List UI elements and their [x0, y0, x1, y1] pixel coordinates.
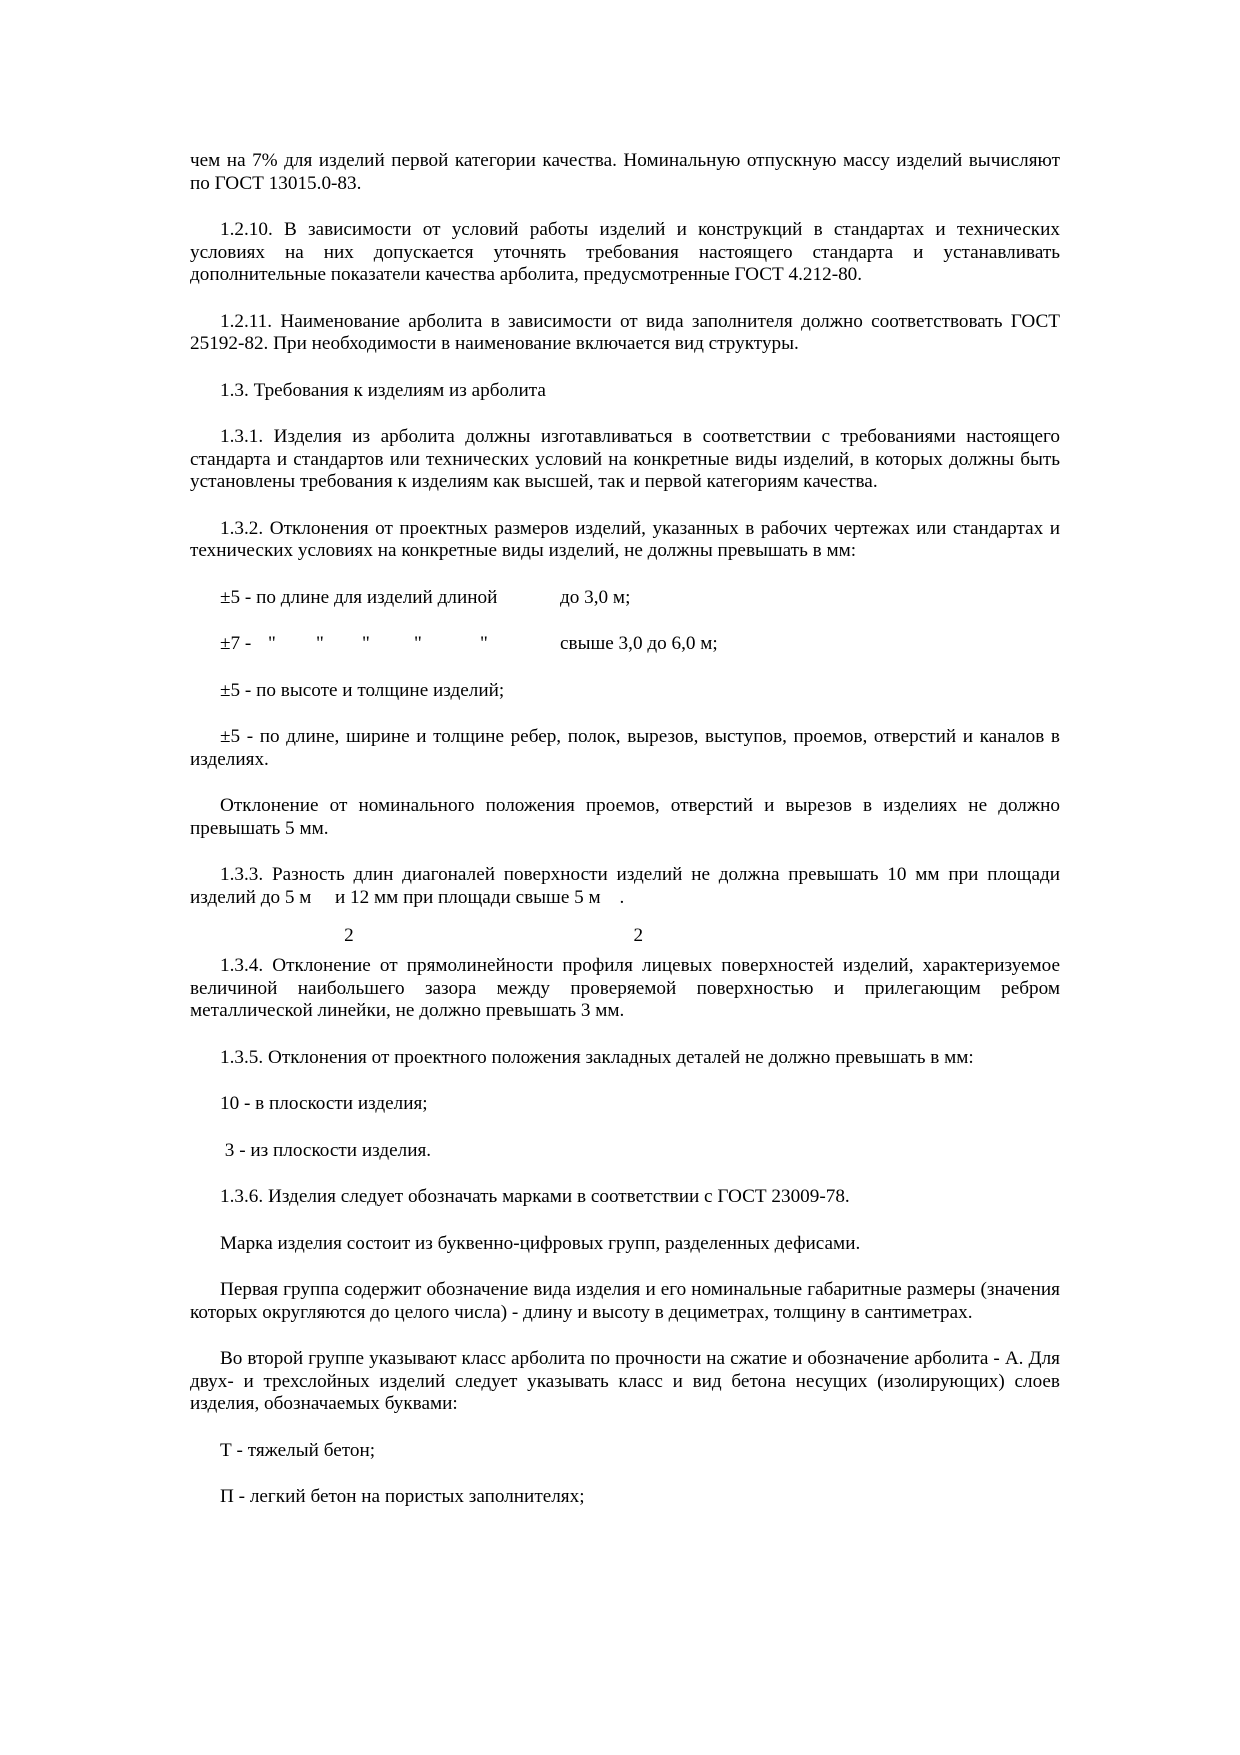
paragraph-first-group: Первая группа содержит обозначение вида изделия и его номинальные габаритные размеры (значения которых округляются до целого числа) - длину и высоту в дециметрах, толщину в сантиметрах. [190, 1279, 1060, 1323]
paragraph-in-plane: 10 - в плоскости изделия; [220, 1093, 428, 1114]
paragraph-rib-tolerance: ±5 - по длине, ширине и толщине ребер, полок, вырезов, выступов, проемов, отверстий и каналов в изделиях. [190, 726, 1060, 770]
paragraph-second-group: Во второй группе указывают класс арболита по прочности на сжатие и обозначение арболита - А. Для двух- и трехслойных изделий следует указывать класс и вид бетона несущих (изолирующих) слоев изделия, обозначаемых буквами: [190, 1348, 1060, 1414]
paragraph-opening-deviation: Отклонение от номинального положения проемов, отверстий и вырезов в изделиях не должно превышать 5 мм. [190, 795, 1060, 839]
document-page [190, 150, 1060, 1533]
paragraph-1-3-4: 1.3.4. Отклонение от прямолинейности профиля лицевых поверхностей изделий, характеризуемое величиной наибольшего зазора между проверяемой поверхностью и прилегающим ребром металлической линейки, не должно превышать 3 мм. [190, 955, 1060, 1021]
ditto-mark: " [480, 633, 488, 654]
ditto-mark: " [362, 633, 370, 654]
paragraph-1-3-3 [190, 864, 1060, 946]
paragraph-1-2-10: 1.2.10. В зависимости от условий работы изделий и конструкций в стандартах и технических условиях на них допускается уточнять требования настоящего стандарта и устанавливать дополнительные показатели качества арболита, предусмотренные ГОСТ 4.212-80. [190, 219, 1060, 285]
tolerance-range: до 3,0 м; [560, 586, 631, 608]
superscript-2: 2 [344, 924, 354, 946]
ditto-mark: " [268, 633, 276, 654]
tolerance-row-length-6m [190, 633, 1060, 656]
paragraph-1-3-1: 1.3.1. Изделия из арболита должны изготавливаться в соответствии с требованиями настоящего стандарта и стандартов или технических условий на конкретные виды изделий, в которых должны быть установлены требования к изделиям как высшей, так и первой категориям качества. [190, 426, 1060, 492]
superscript-2: 2 [633, 924, 644, 946]
paragraph-1-3-2: 1.3.2. Отклонения от проектных размеров изделий, указанных в рабочих чертежах или стандартах и технических условиях на конкретные виды изделий, не должны превышать в мм: [190, 517, 1060, 561]
tolerance-range: свыше 3,0 до 6,0 м; [560, 633, 718, 654]
diagonal-text-c: . [619, 886, 625, 908]
paragraph-light-concrete: П - легкий бетон на пористых заполнителях; [220, 1486, 585, 1507]
tolerance-label: ±7 - [220, 633, 252, 654]
tolerance-label: ±5 - по длине для изделий длиной [220, 586, 498, 608]
paragraph-1-3-6: 1.3.6. Изделия следует обозначать марками в соответствии с ГОСТ 23009-78. [220, 1186, 850, 1207]
paragraph-height-tolerance: ±5 - по высоте и толщине изделий; [220, 679, 505, 701]
paragraph-mark-structure: Марка изделия состоит из буквенно-цифровых групп, разделенных дефисами. [220, 1232, 861, 1254]
diagonal-text-a: 1.3.3. Разность длин диагоналей поверхности изделий не должна превышать 10 мм при площади изделий до 5 м [190, 864, 1060, 908]
paragraph-heavy-concrete: Т - тяжелый бетон; [220, 1439, 376, 1461]
ditto-mark: " [414, 633, 422, 654]
tolerance-row-length-3m [190, 587, 1060, 610]
ditto-mark: " [316, 633, 324, 654]
paragraph-1-2-11: 1.2.11. Наименование арболита в зависимости от вида заполнителя должно соответствовать ГОСТ 25192-82. При необходимости в наименование включается вид структуры. [190, 310, 1060, 354]
paragraph-1-3-5: 1.3.5. Отклонения от проектного положения закладных деталей не должно превышать в мм: [220, 1046, 974, 1068]
diagonal-text-b: и 12 мм при площади свыше 5 м [334, 886, 601, 908]
paragraph-out-of-plane: 3 - из плоскости изделия. [220, 1139, 432, 1161]
section-heading-1-3: 1.3. Требования к изделиям из арболита [220, 379, 546, 401]
paragraph-mass-deviation: чем на 7% для изделий первой категории качества. Номинальную отпускную массу изделий вычисляют по ГОСТ 13015.0-83. [190, 150, 1060, 194]
